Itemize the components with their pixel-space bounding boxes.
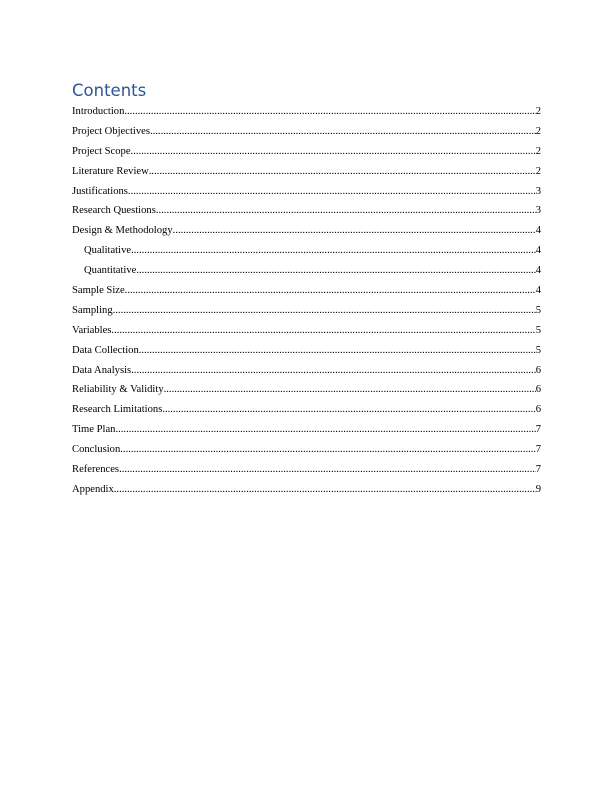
toc-entry-sampling[interactable] [72, 301, 541, 321]
toc-heading: Contents [72, 81, 147, 100]
toc-entry-title: Sample Size [72, 285, 125, 297]
toc-entry-title: Data Collection [72, 344, 139, 356]
toc-entry-title: Sampling [72, 304, 113, 316]
toc-entry-title: Research Questions [72, 205, 156, 217]
table-of-contents [72, 102, 541, 500]
toc-entry-page: 6 [535, 404, 541, 416]
toc-entry-page: 7 [535, 424, 541, 436]
toc-dot-leader [120, 440, 535, 460]
toc-dot-leader [125, 281, 536, 301]
toc-entry-title: Introduction [72, 106, 125, 117]
toc-entry-sample-size[interactable] [72, 281, 541, 301]
toc-entry-project-objectives[interactable] [72, 122, 541, 142]
toc-entry-page: 7 [535, 464, 541, 476]
toc-entry-page: 5 [535, 344, 541, 356]
toc-dot-leader [149, 162, 536, 182]
toc-dot-leader [124, 102, 535, 122]
toc-entry-conclusion[interactable] [72, 440, 541, 460]
toc-entry-research-limitations[interactable] [72, 400, 541, 420]
toc-entry-title: Reliability & Validity [72, 384, 164, 396]
toc-entry-page: 4 [535, 265, 541, 277]
toc-dot-leader [173, 221, 536, 241]
toc-entry-qualitative[interactable] [72, 241, 541, 261]
toc-entry-page: 4 [535, 245, 541, 257]
toc-entry-references[interactable] [72, 460, 541, 480]
toc-dot-leader [115, 420, 535, 440]
toc-entry-design-methodology[interactable] [72, 221, 541, 241]
toc-dot-leader [114, 480, 536, 500]
toc-entry-reliability-validity[interactable] [72, 380, 541, 400]
toc-entry-page: 2 [535, 145, 541, 157]
toc-entry-data-analysis[interactable] [72, 361, 541, 381]
toc-entry-title: Quantitative [84, 265, 137, 277]
toc-dot-leader [119, 460, 536, 480]
toc-entry-title: Conclusion [72, 444, 121, 456]
toc-entry-page: 4 [535, 285, 541, 297]
toc-entry-project-scope[interactable] [72, 142, 541, 162]
toc-dot-leader [162, 400, 535, 420]
toc-entry-introduction[interactable] [72, 102, 541, 122]
toc-dot-leader [131, 142, 536, 162]
toc-entry-title: Appendix [72, 483, 114, 495]
toc-dot-leader [139, 341, 536, 361]
toc-dot-leader [164, 380, 536, 400]
toc-entry-page: 2 [535, 125, 541, 137]
toc-entry-justifications[interactable] [72, 182, 541, 202]
toc-entry-page: 5 [535, 304, 541, 316]
toc-entry-literature-review[interactable] [72, 162, 541, 182]
toc-dot-leader [156, 201, 536, 221]
toc-entry-title: Qualitative [84, 245, 132, 257]
toc-dot-leader [128, 182, 536, 202]
toc-entry-variables[interactable] [72, 321, 541, 341]
toc-entry-title: Justifications [72, 185, 128, 197]
toc-entry-title: Data Analysis [72, 364, 132, 376]
toc-entry-page: 3 [535, 185, 541, 197]
toc-entry-page: 6 [535, 384, 541, 396]
toc-dot-leader [150, 122, 536, 142]
toc-entry-title: Variables [72, 324, 112, 336]
toc-dot-leader [131, 241, 536, 261]
toc-dot-leader [113, 301, 536, 321]
toc-entry-title: Project Objectives [72, 125, 150, 137]
toc-entry-title: Time Plan [72, 424, 116, 436]
toc-dot-leader [131, 361, 536, 381]
toc-entry-quantitative[interactable] [72, 261, 541, 281]
toc-entry-page: 7 [535, 444, 541, 456]
toc-dot-leader [136, 261, 535, 281]
toc-entry-title: Project Scope [72, 145, 131, 157]
toc-entry-title: Design & Methodology [72, 225, 173, 237]
toc-entry-page: 2 [535, 106, 541, 117]
toc-entry-title: Research Limitations [72, 404, 163, 416]
toc-entry-appendix[interactable] [72, 480, 541, 500]
toc-entry-title: Literature Review [72, 165, 149, 177]
toc-entry-page: 6 [535, 364, 541, 376]
toc-dot-leader [111, 321, 535, 341]
toc-entry-title: References [72, 464, 120, 476]
toc-entry-research-questions[interactable] [72, 201, 541, 221]
toc-entry-data-collection[interactable] [72, 341, 541, 361]
toc-entry-page: 4 [535, 225, 541, 237]
toc-entry-time-plan[interactable] [72, 420, 541, 440]
toc-entry-page: 3 [535, 205, 541, 217]
toc-entry-page: 9 [535, 483, 541, 495]
toc-entry-page: 2 [535, 165, 541, 177]
toc-entry-page: 5 [535, 324, 541, 336]
